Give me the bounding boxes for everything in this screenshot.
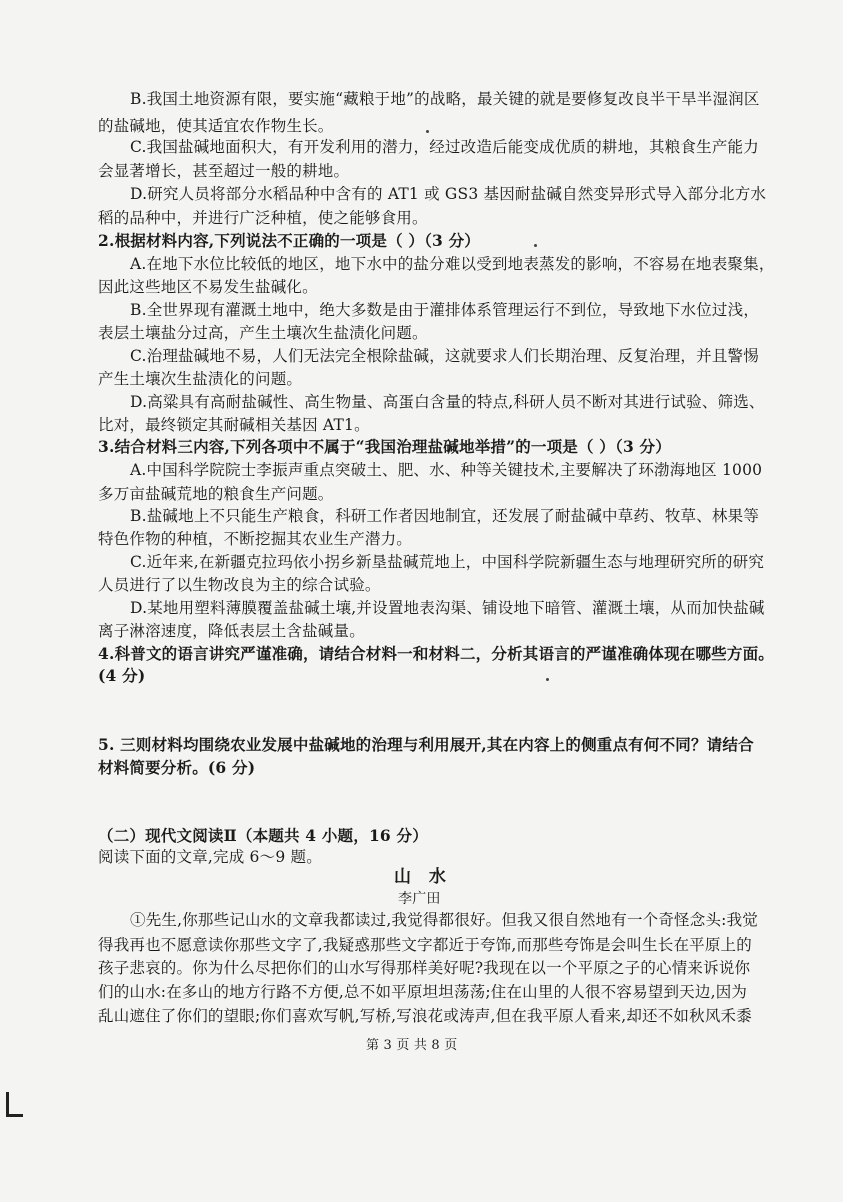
option-2c-line-1: C.治理盐碱地不易，人们无法完全根除盐碱，这就要求人们长期治理、反复治理，并且警惕 — [130, 347, 759, 365]
option-2a-line-1: A.在地下水位比较低的地区，地下水中的盐分难以受到地表蒸发的影响，不容易在地表聚集， — [130, 255, 775, 273]
article-line-2: 得我再也不愿意读你那些文字了,我疑惑那些文字都近于夸饰,而那些夸饰是会叫生长在平原上的 — [98, 936, 752, 954]
article-line-3: 孩子悲哀的。你为什么尽把你们的山水写得那样美好呢?我现在以一个平原之子的心情来诉说你 — [98, 959, 751, 977]
article-line-1: ①先生,你那些记山水的文章我都读过,我觉得都很好。但我又很自然地有一个奇怪念头:我觉 — [130, 911, 758, 929]
option-3d-line-2: 离子淋溶速度，降低表层土含盐碱量。 — [98, 622, 365, 640]
option-3b-line-2: 特色作物的种植，不断挖掘其农业生产潜力。 — [98, 530, 413, 548]
option-1d-line-1: D.研究人员将部分水稻品种中含有的 AT1 或 GS3 基因耐盐碱自然变异形式导入部分北方水 — [130, 185, 767, 203]
option-2d-line-1: D.高粱具有高耐盐碱性、高生物量、高蛋白含量的特点,科研人员不断对其进行试验、筛选、 — [130, 393, 765, 411]
question-5-stem-cont: 材料简要分析。(6 分) — [98, 758, 256, 777]
article-line-5: 乱山遮住了你们的望眼;你们喜欢写帆,写桥,写浪花或涛声,但在我平原人看来,却还不如秋风禾黍 — [98, 1007, 752, 1025]
section-heading: （二）现代文阅读Ⅱ（本题共 4 小题，16 分） — [98, 826, 428, 845]
option-2a-line-2: 因此这些地区不易发生盐碱化。 — [98, 278, 318, 296]
option-1d-line-2: 稻的品种中，并进行广泛种植，使之能够食用。 — [98, 209, 428, 227]
option-2b-line-1: B.全世界现有灌溉土地中，绝大多数是由于灌排体系管理运行不到位，导致地下水位过浅， — [130, 301, 760, 319]
option-2c-line-2: 产生土壤次生盐渍化的问题。 — [98, 370, 303, 388]
binding-corner-mark — [6, 1092, 23, 1117]
option-1b-line-2: 的盐碱地，使其适宜农作物生长。 — [98, 117, 334, 135]
option-1c-line-1: C.我国盐碱地面积大，有开发利用的潜力，经过改造后能变成优质的耕地，其粮食生产能力 — [130, 138, 759, 156]
question-4-score: (4 分) — [98, 666, 146, 685]
article-line-4: 们的山水:在多山的地方行路不方便,总不如平原坦坦荡荡;住在山里的人很不容易望到天边,因为 — [98, 983, 748, 1001]
scan-speck — [534, 244, 537, 247]
option-3b-line-1: B.盐碱地上不只能生产粮食，科研工作者因地制宜，还发展了耐盐碱中草药、牧草、林果等 — [130, 507, 760, 525]
scan-speck — [546, 678, 549, 681]
option-3c-line-1: C.近年来,在新疆克拉玛依小拐乡新垦盐碱荒地上，中国科学院新疆生态与地理研究所的研究 — [130, 553, 765, 571]
article-title: 山 水 — [394, 867, 452, 887]
scan-speck — [426, 130, 429, 133]
question-4-stem: 4.科普文的语言讲究严谨准确，请结合材料一和材料二，分析其语言的严谨准确体现在哪些方面。 — [98, 644, 774, 663]
option-1b-line-1: B.我国土地资源有限，要实施“藏粮于地”的战略，最关键的就是要修复改良半干旱半湿润区 — [130, 90, 760, 108]
option-3a-line-2: 多万亩盐碱荒地的粮食生产问题。 — [98, 485, 334, 503]
option-2d-line-2: 比对，最终锁定其耐碱相关基因 AT1。 — [98, 416, 370, 434]
article-author: 李广田 — [398, 891, 441, 907]
option-3a-line-1: A.中国科学院院士李振声重点突破土、肥、水、种等关键技术,主要解决了环渤海地区 1000 — [130, 461, 763, 479]
option-3c-line-2: 人员进行了以生物改良为主的综合试验。 — [98, 576, 381, 594]
section-instruction: 阅读下面的文章,完成 6～9 题。 — [98, 848, 322, 866]
page-footer: 第 3 页 共 8 页 — [366, 1038, 458, 1053]
question-2-stem: 2.根据材料内容,下列说法不正确的一项是（ ）（3 分） — [98, 231, 481, 250]
option-2b-line-2: 表层土壤盐分过高，产生土壤次生盐渍化问题。 — [98, 324, 428, 342]
option-1c-line-2: 会显著增长，甚至超过一般的耕地。 — [98, 162, 350, 180]
option-3d-line-1: D.某地用塑料薄膜覆盖盐碱土壤,并设置地表沟渠、铺设地下暗管、灌溉土壤，从而加快盐碱 — [130, 599, 765, 617]
question-5-stem: 5. 三则材料均围绕农业发展中盐碱地的治理与利用展开,其在内容上的侧重点有何不同？请结合 — [98, 735, 754, 754]
question-3-stem: 3.结合材料三内容,下列各项中不属于“我国治理盐碱地举措”的一项是（ ）（3 分） — [98, 437, 671, 456]
